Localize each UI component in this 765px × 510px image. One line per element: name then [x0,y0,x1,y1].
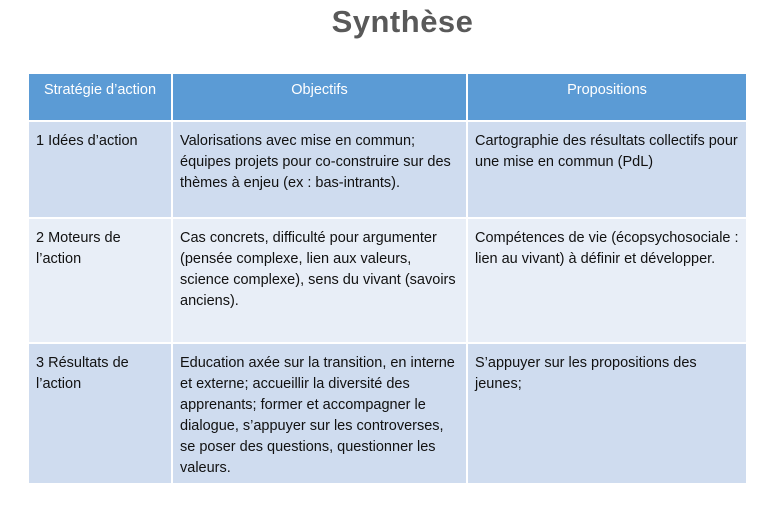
table-header-row [28,73,747,121]
table-row [28,343,747,484]
cell-propositions: Compétences de vie (écopsychosociale : lien au vivant) à définir et développer. [467,218,747,343]
table-row [28,218,747,343]
cell-objectifs: Cas concrets, difficulté pour argumenter (pensée complexe, lien aux valeurs, science complexe), sens du vivant (savoirs anciens). [172,218,467,343]
cell-objectifs: Education axée sur la transition, en interne et externe; accueillir la diversité des apprenants; former et accompagner le dialogue, s’appuyer sur les controverses, se poser des questions, questionner les valeurs. [172,343,467,484]
cell-strategie: 3 Résultats de l’action [28,343,172,484]
cell-objectifs: Valorisations avec mise en commun; équipes projets pour co-construire sur des thèmes à enjeu (ex : bas-intrants). [172,121,467,218]
cell-propositions: S’appuyer sur les propositions des jeunes; [467,343,747,484]
slide-title: Synthèse [331,4,474,39]
synthesis-table [27,72,748,485]
table-row [28,121,747,218]
header-propositions: Propositions [467,73,747,121]
header-objectifs: Objectifs [172,73,467,121]
cell-strategie: 2 Moteurs de l’action [28,218,172,343]
cell-strategie: 1 Idées d’action [28,121,172,218]
header-strategie: Stratégie d’action [28,73,172,121]
cell-propositions: Cartographie des résultats collectifs pour une mise en commun (PdL) [467,121,747,218]
